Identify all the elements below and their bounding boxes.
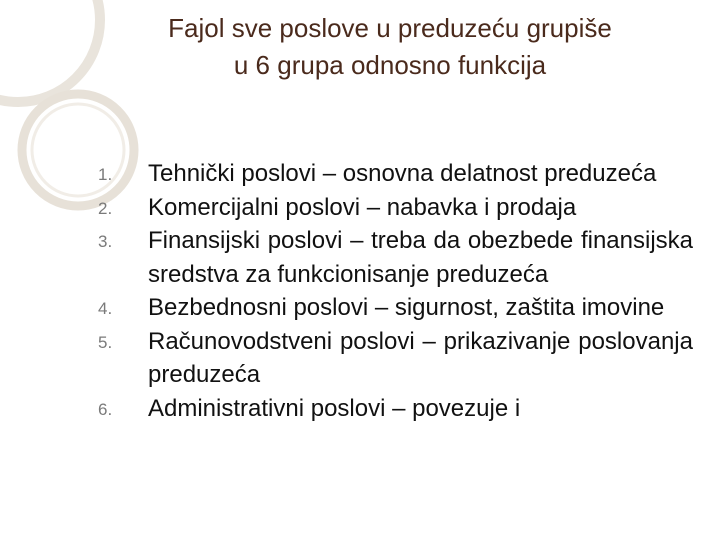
function-list — [98, 157, 693, 425]
list-number: 2. — [98, 198, 113, 218]
list-item — [98, 325, 693, 392]
list-item — [98, 291, 693, 325]
list-number: 1. — [98, 165, 113, 184]
list-number: 4. — [98, 299, 113, 318]
list-item-text: Komercijalni poslovi – nabavka i prodaja — [148, 193, 577, 221]
list-item — [98, 157, 693, 191]
list-item-text: Bezbednosni poslovi – sigurnost, zaštita imovine — [148, 294, 665, 321]
list-item-text: Administrativni poslovi – povezuje i — [148, 394, 521, 422]
slide-title — [80, 10, 700, 84]
title-line-1: Fajol sve poslove u preduzeću grupiše — [168, 13, 612, 43]
list-number: 6. — [98, 399, 113, 419]
list-item — [98, 392, 693, 426]
list-number: 5. — [98, 332, 113, 352]
list-number: 3. — [98, 232, 113, 251]
list-item — [98, 224, 693, 291]
list-item — [98, 191, 693, 225]
list-item-text: Tehnički poslovi – osnovna delatnost preduzeća — [148, 160, 657, 187]
list-item-text: Računovodstveni poslovi – prikazivanje poslovanja preduzeća — [148, 327, 693, 388]
list-item-text: Finansijski poslovi – treba da obezbede finansijska sredstva za funkcionisanje preduzeća — [148, 227, 693, 288]
title-line-2: u 6 grupa odnosno funkcija — [233, 50, 547, 80]
